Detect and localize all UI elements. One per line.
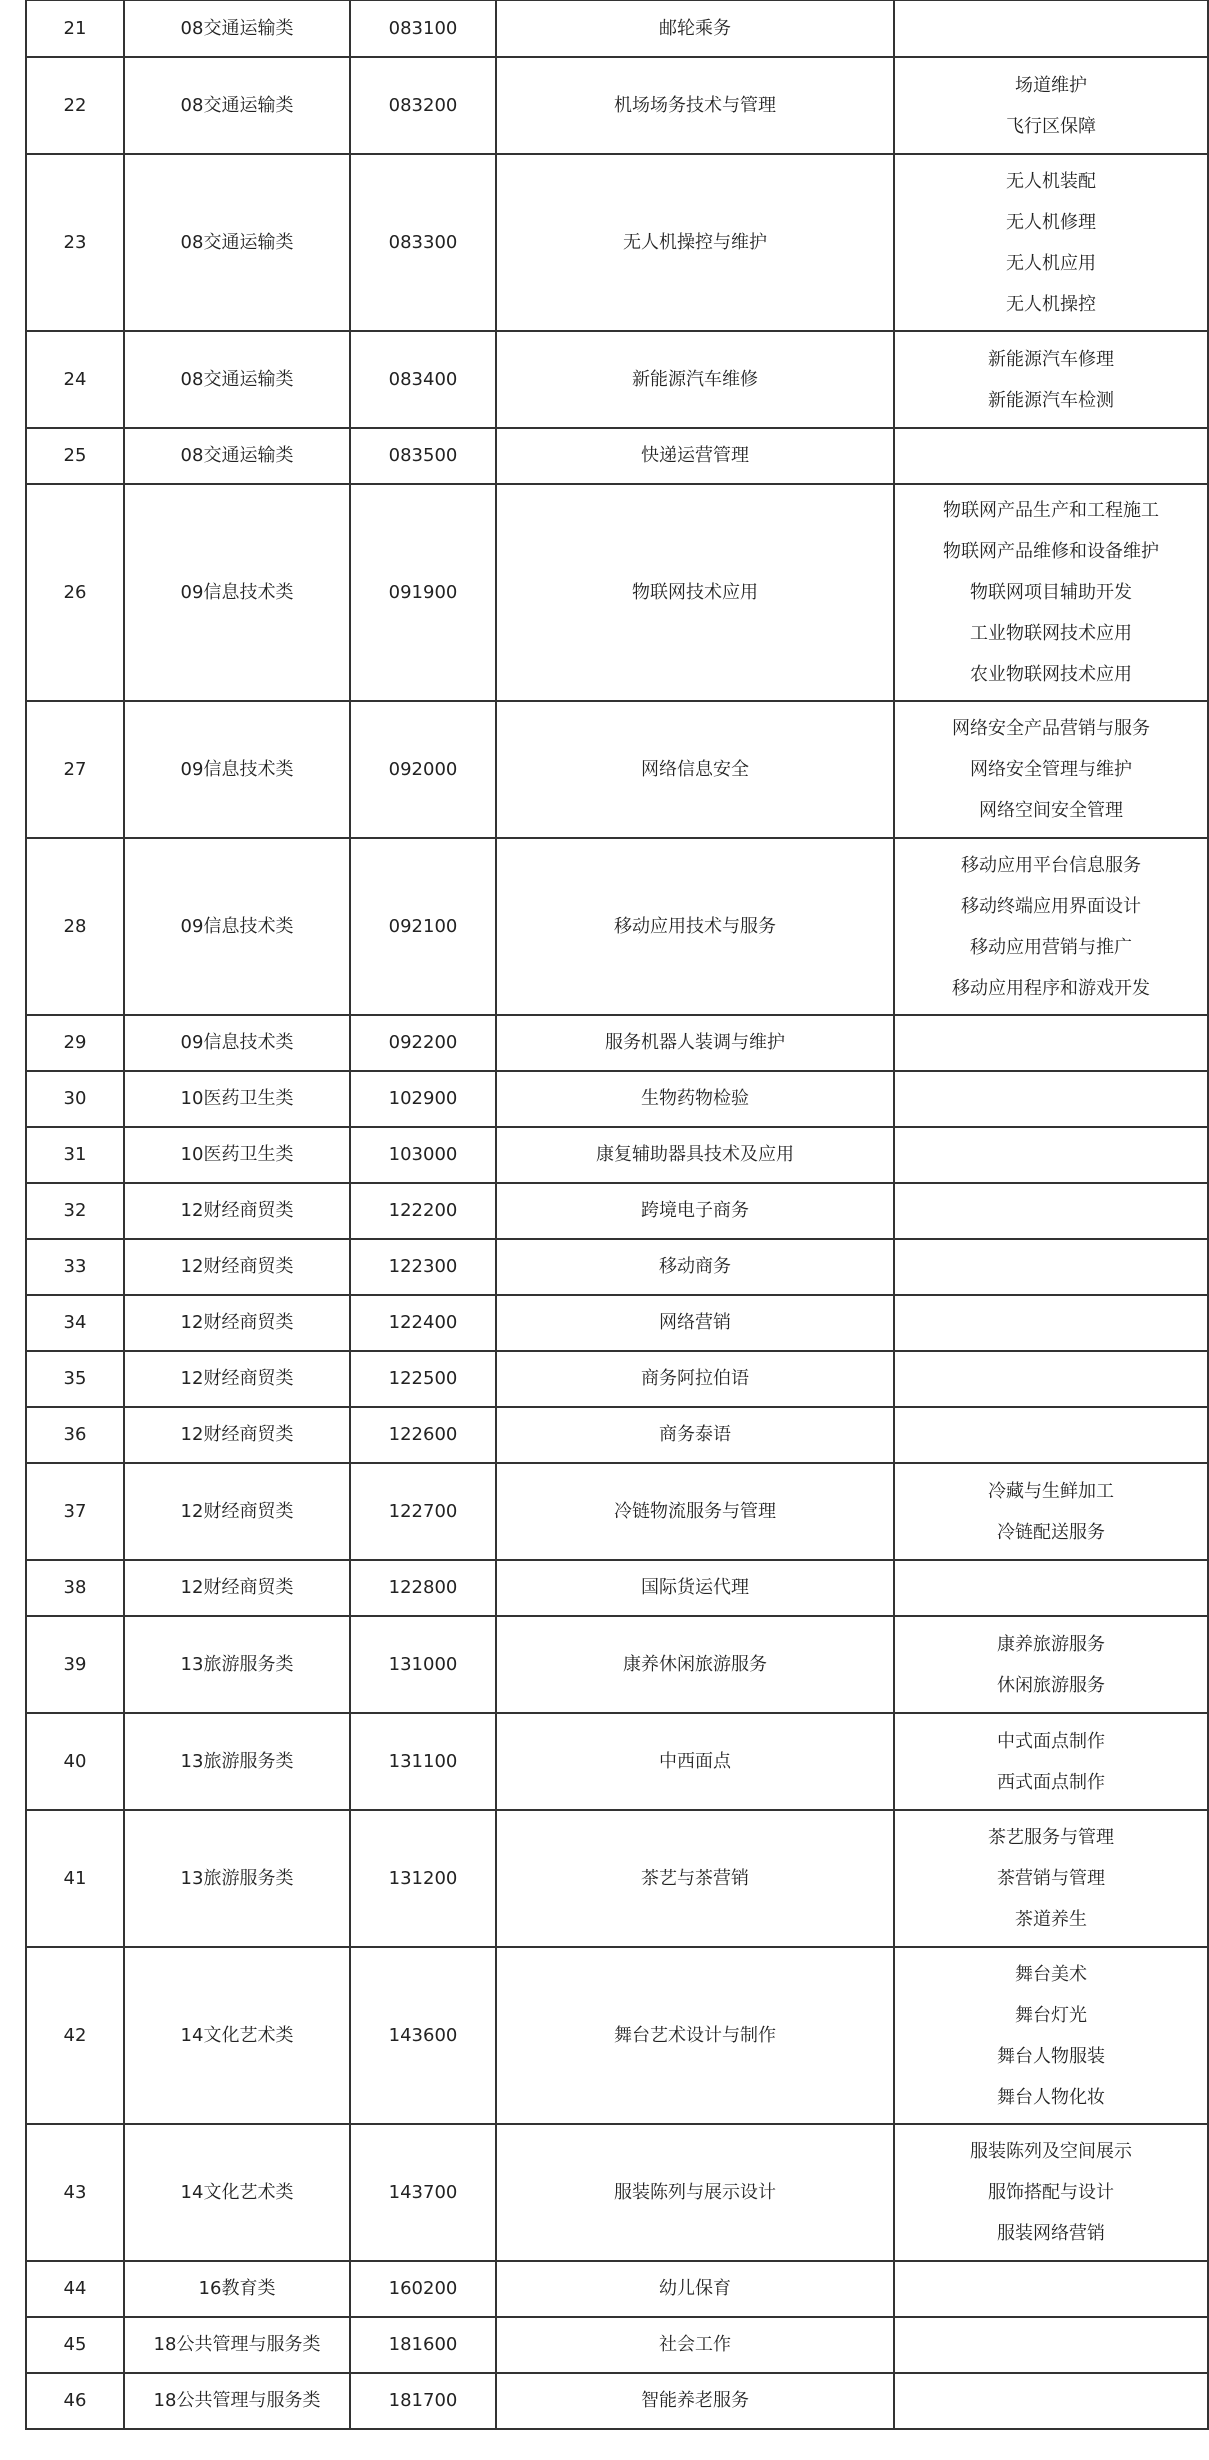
row-number: 30: [26, 1071, 124, 1127]
direction-list: [895, 708, 1207, 831]
category-cell: 08交通运输类: [124, 0, 350, 57]
direction-item: 网络安全产品营销与服务: [952, 718, 1150, 739]
direction-item: 西式面点制作: [997, 1771, 1105, 1793]
major-code: 122700: [350, 1463, 496, 1560]
table-row: [26, 0, 1208, 57]
major-code: 181600: [350, 2317, 496, 2373]
table-row: [26, 1407, 1208, 1463]
category-cell: 14文化艺术类: [124, 1947, 350, 2124]
category-cell: 09信息技术类: [124, 1015, 350, 1071]
category-cell: 12财经商贸类: [124, 1295, 350, 1351]
direction-item: 舞台灯光: [1015, 2004, 1087, 2026]
direction-item: 茶营销与管理: [997, 1868, 1105, 1889]
row-number: 31: [26, 1127, 124, 1183]
direction-item: 冷链配送服务: [997, 1521, 1105, 1543]
direction-item: 农业物联网技术应用: [970, 664, 1132, 685]
category-cell: 08交通运输类: [124, 57, 350, 154]
row-number: 43: [26, 2124, 124, 2261]
direction-item: 舞台美术: [1015, 1963, 1087, 1985]
direction-list: [895, 339, 1207, 421]
major-name: 快递运营管理: [496, 428, 894, 484]
table-row: [26, 1071, 1208, 1127]
category-cell: 10医药卫生类: [124, 1071, 350, 1127]
table-row: [26, 1351, 1208, 1407]
table-row: [26, 2317, 1208, 2373]
directions-cell: [894, 701, 1208, 838]
majors-table: [25, 0, 1209, 2430]
table-row: [26, 484, 1208, 701]
category-cell: 08交通运输类: [124, 154, 350, 331]
row-number: 34: [26, 1295, 124, 1351]
directions-cell: [894, 1239, 1208, 1295]
major-name: 社会工作: [496, 2317, 894, 2373]
direction-item: 茶艺服务与管理: [988, 1827, 1114, 1848]
table-row: [26, 154, 1208, 331]
row-number: 25: [26, 428, 124, 484]
category-cell: 18公共管理与服务类: [124, 2373, 350, 2429]
direction-list: [895, 490, 1207, 695]
category-cell: 13旅游服务类: [124, 1616, 350, 1713]
major-name: 网络营销: [496, 1295, 894, 1351]
major-code: 083200: [350, 57, 496, 154]
major-name: 幼儿保育: [496, 2261, 894, 2317]
direction-item: 场道维护: [1015, 74, 1087, 96]
direction-list: [895, 1624, 1207, 1706]
row-number: 22: [26, 57, 124, 154]
direction-item: 无人机应用: [1006, 252, 1096, 274]
directions-cell: [894, 57, 1208, 154]
row-number: 41: [26, 1810, 124, 1947]
direction-item: 物联网项目辅助开发: [970, 582, 1132, 603]
directions-cell: [894, 2124, 1208, 2261]
row-number: 42: [26, 1947, 124, 2124]
category-cell: 08交通运输类: [124, 331, 350, 428]
direction-item: 物联网产品生产和工程施工: [943, 500, 1159, 521]
table-row: [26, 2261, 1208, 2317]
category-cell: 14文化艺术类: [124, 2124, 350, 2261]
major-name: 康复辅助器具技术及应用: [496, 1127, 894, 1183]
category-cell: 12财经商贸类: [124, 1183, 350, 1239]
directions-cell: [894, 1295, 1208, 1351]
table-row: [26, 1560, 1208, 1616]
table-row: [26, 1127, 1208, 1183]
major-code: 122300: [350, 1239, 496, 1295]
table-row: [26, 331, 1208, 428]
row-number: 27: [26, 701, 124, 838]
directions-cell: [894, 331, 1208, 428]
directions-cell: [894, 1810, 1208, 1947]
direction-item: 移动应用程序和游戏开发: [952, 977, 1150, 999]
directions-cell: [894, 1560, 1208, 1616]
table-row: [26, 1463, 1208, 1560]
category-cell: 12财经商贸类: [124, 1560, 350, 1616]
major-name: 中西面点: [496, 1713, 894, 1810]
row-number: 40: [26, 1713, 124, 1810]
major-name: 邮轮乘务: [496, 0, 894, 57]
major-code: 131000: [350, 1616, 496, 1713]
major-code: 091900: [350, 484, 496, 701]
direction-item: 移动应用平台信息服务: [961, 854, 1141, 876]
direction-item: 服装陈列及空间展示: [970, 2141, 1132, 2162]
major-code: 083300: [350, 154, 496, 331]
direction-item: 网络安全管理与维护: [970, 759, 1132, 780]
major-code: 131200: [350, 1810, 496, 1947]
direction-list: [895, 1471, 1207, 1553]
directions-cell: [894, 0, 1208, 57]
major-name: 商务阿拉伯语: [496, 1351, 894, 1407]
major-code: 122600: [350, 1407, 496, 1463]
direction-list: [895, 2131, 1207, 2254]
row-number: 46: [26, 2373, 124, 2429]
major-name: 跨境电子商务: [496, 1183, 894, 1239]
directions-cell: [894, 1713, 1208, 1810]
row-number: 33: [26, 1239, 124, 1295]
major-name: 物联网技术应用: [496, 484, 894, 701]
table-row: [26, 428, 1208, 484]
direction-item: 无人机操控: [1006, 293, 1096, 315]
direction-item: 移动终端应用界面设计: [961, 895, 1141, 917]
major-name: 移动商务: [496, 1239, 894, 1295]
table-row: [26, 1183, 1208, 1239]
major-name: 康养休闲旅游服务: [496, 1616, 894, 1713]
major-code: 092000: [350, 701, 496, 838]
major-code: 122800: [350, 1560, 496, 1616]
direction-item: 工业物联网技术应用: [970, 623, 1132, 644]
row-number: 37: [26, 1463, 124, 1560]
major-code: 131100: [350, 1713, 496, 1810]
table-body: [26, 0, 1208, 2429]
major-code: 143600: [350, 1947, 496, 2124]
major-name: 舞台艺术设计与制作: [496, 1947, 894, 2124]
category-cell: 09信息技术类: [124, 701, 350, 838]
major-name: 商务泰语: [496, 1407, 894, 1463]
directions-cell: [894, 2261, 1208, 2317]
category-cell: 18公共管理与服务类: [124, 2317, 350, 2373]
row-number: 36: [26, 1407, 124, 1463]
direction-item: 物联网产品维修和设备维护: [943, 541, 1159, 562]
major-code: 092200: [350, 1015, 496, 1071]
directions-cell: [894, 1071, 1208, 1127]
category-cell: 12财经商贸类: [124, 1407, 350, 1463]
direction-list: [895, 161, 1207, 325]
table-row: [26, 838, 1208, 1015]
major-name: 茶艺与茶营销: [496, 1810, 894, 1947]
major-code: 122400: [350, 1295, 496, 1351]
directions-cell: [894, 1616, 1208, 1713]
direction-item: 冷藏与生鲜加工: [988, 1480, 1114, 1502]
table-row: [26, 1947, 1208, 2124]
table-row: [26, 1713, 1208, 1810]
directions-cell: [894, 154, 1208, 331]
category-cell: 12财经商贸类: [124, 1351, 350, 1407]
major-name: 机场场务技术与管理: [496, 57, 894, 154]
directions-cell: [894, 838, 1208, 1015]
major-name: 网络信息安全: [496, 701, 894, 838]
table-row: [26, 1015, 1208, 1071]
major-name: 服装陈列与展示设计: [496, 2124, 894, 2261]
major-code: 160200: [350, 2261, 496, 2317]
direction-item: 中式面点制作: [997, 1730, 1105, 1752]
row-number: 26: [26, 484, 124, 701]
direction-item: 新能源汽车检测: [988, 389, 1114, 411]
directions-cell: [894, 1183, 1208, 1239]
category-cell: 09信息技术类: [124, 484, 350, 701]
directions-cell: [894, 1127, 1208, 1183]
major-code: 083400: [350, 331, 496, 428]
major-name: 服务机器人装调与维护: [496, 1015, 894, 1071]
major-name: 无人机操控与维护: [496, 154, 894, 331]
direction-item: 新能源汽车修理: [988, 348, 1114, 370]
direction-item: 康养旅游服务: [997, 1633, 1105, 1655]
directions-cell: [894, 2373, 1208, 2429]
row-number: 38: [26, 1560, 124, 1616]
row-number: 35: [26, 1351, 124, 1407]
table-row: [26, 1239, 1208, 1295]
direction-item: 服饰搭配与设计: [988, 2182, 1114, 2203]
row-number: 32: [26, 1183, 124, 1239]
major-name: 智能养老服务: [496, 2373, 894, 2429]
major-name: 移动应用技术与服务: [496, 838, 894, 1015]
directions-cell: [894, 1463, 1208, 1560]
direction-item: 服装网络营销: [997, 2223, 1105, 2244]
major-name: 冷链物流服务与管理: [496, 1463, 894, 1560]
direction-item: 舞台人物化妆: [997, 2086, 1105, 2108]
major-code: 083500: [350, 428, 496, 484]
major-code: 083100: [350, 0, 496, 57]
table-row: [26, 2124, 1208, 2261]
row-number: 29: [26, 1015, 124, 1071]
direction-list: [895, 1817, 1207, 1940]
major-name: 新能源汽车维修: [496, 331, 894, 428]
major-name: 生物药物检验: [496, 1071, 894, 1127]
direction-item: 网络空间安全管理: [979, 800, 1123, 821]
direction-item: 移动应用营销与推广: [970, 936, 1132, 958]
major-code: 181700: [350, 2373, 496, 2429]
category-cell: 09信息技术类: [124, 838, 350, 1015]
row-number: 23: [26, 154, 124, 331]
direction-list: [895, 1721, 1207, 1803]
direction-item: 舞台人物服装: [997, 2045, 1105, 2067]
row-number: 39: [26, 1616, 124, 1713]
row-number: 44: [26, 2261, 124, 2317]
direction-item: 无人机修理: [1006, 211, 1096, 233]
category-cell: 10医药卫生类: [124, 1127, 350, 1183]
table-row: [26, 1616, 1208, 1713]
directions-cell: [894, 1407, 1208, 1463]
direction-item: 茶道养生: [1015, 1909, 1087, 1930]
directions-cell: [894, 428, 1208, 484]
table-row: [26, 2373, 1208, 2429]
direction-item: 休闲旅游服务: [997, 1674, 1105, 1696]
direction-item: 无人机装配: [1006, 170, 1096, 192]
directions-cell: [894, 1351, 1208, 1407]
table-row: [26, 701, 1208, 838]
directions-cell: [894, 1015, 1208, 1071]
row-number: 24: [26, 331, 124, 428]
major-name: 国际货运代理: [496, 1560, 894, 1616]
major-code: 122500: [350, 1351, 496, 1407]
major-code: 102900: [350, 1071, 496, 1127]
category-cell: 13旅游服务类: [124, 1713, 350, 1810]
direction-list: [895, 65, 1207, 147]
category-cell: 08交通运输类: [124, 428, 350, 484]
directions-cell: [894, 1947, 1208, 2124]
directions-cell: [894, 2317, 1208, 2373]
row-number: 28: [26, 838, 124, 1015]
category-cell: 12财经商贸类: [124, 1463, 350, 1560]
category-cell: 12财经商贸类: [124, 1239, 350, 1295]
category-cell: 16教育类: [124, 2261, 350, 2317]
major-code: 143700: [350, 2124, 496, 2261]
row-number: 45: [26, 2317, 124, 2373]
table-row: [26, 1295, 1208, 1351]
major-code: 092100: [350, 838, 496, 1015]
major-code: 122200: [350, 1183, 496, 1239]
direction-list: [895, 845, 1207, 1009]
major-code: 103000: [350, 1127, 496, 1183]
direction-list: [895, 1954, 1207, 2118]
directions-cell: [894, 484, 1208, 701]
table-row: [26, 1810, 1208, 1947]
direction-item: 飞行区保障: [1006, 115, 1096, 137]
category-cell: 13旅游服务类: [124, 1810, 350, 1947]
table-row: [26, 57, 1208, 154]
row-number: 21: [26, 0, 124, 57]
